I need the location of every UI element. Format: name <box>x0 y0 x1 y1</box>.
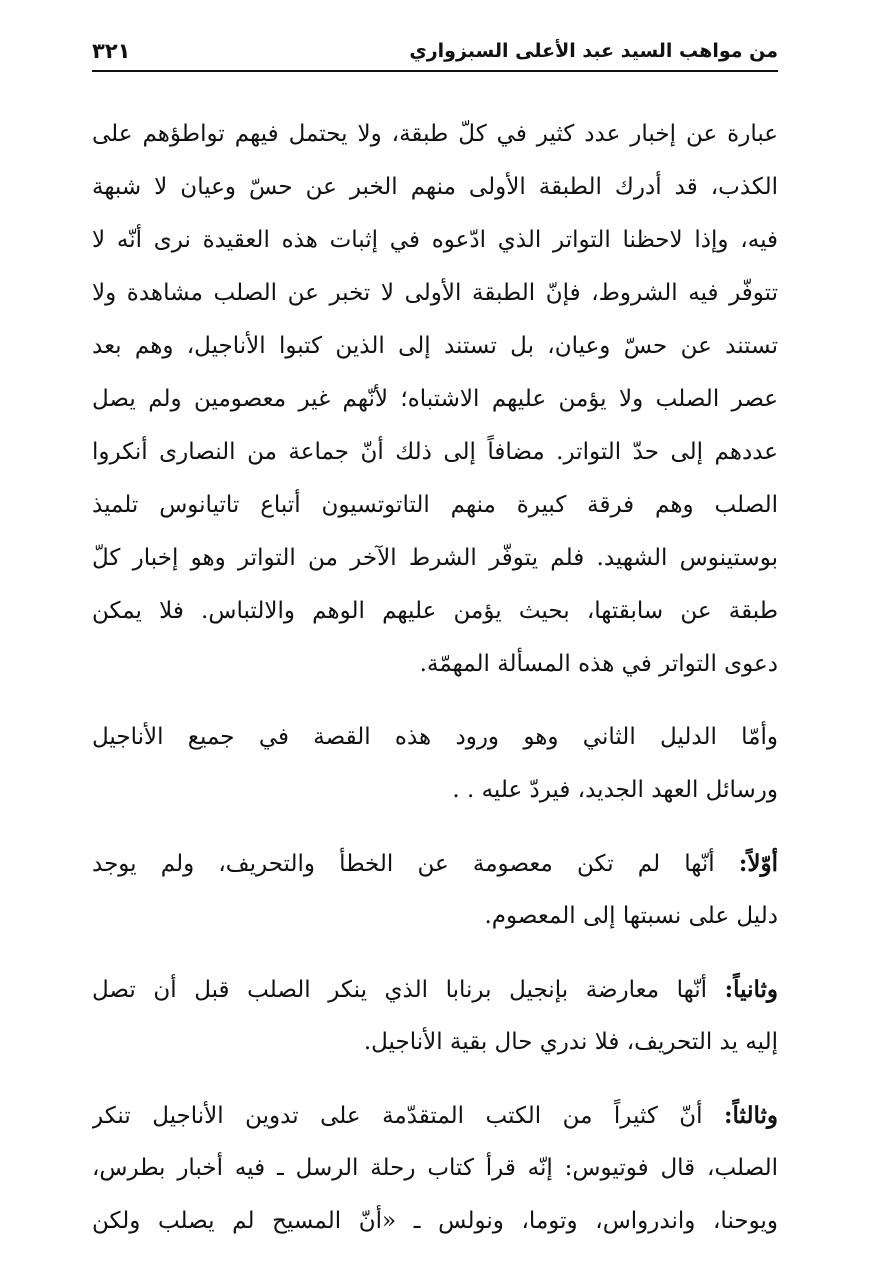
text-line: بوستينوس الشهيد. فلم يتوفّر الشرط الآخر من التواتر وهو إخبار كلّ <box>92 545 778 571</box>
body-text <box>92 108 778 1248</box>
text-line <box>92 1089 778 1142</box>
text-line: الصلب، قال فوتيوس: إنّه قرأ كتاب رحلة الرسل ـ فيه أخبار بطرس، <box>92 1155 778 1181</box>
page-header <box>92 30 778 72</box>
text-line: عبارة عن إخبار عدد كثير في كلّ طبقة، ولا يحتمل فيهم تواطؤهم على <box>92 121 778 147</box>
text-line: تستند عن حسّ وعيان، بل تستند إلى الذين كتبوا الأناجيل، وهم بعد <box>92 333 778 359</box>
text-line: ويوحنا، واندرواس، وتوما، ونولس ـ «أنّ المسيح لم يصلب ولكن <box>92 1208 778 1234</box>
text-line <box>92 963 778 1016</box>
text-line: الكذب، قد أدرك الطبقة الأولى منهم الخبر عن حسّ وعيان لا شبهة <box>92 174 778 200</box>
line-text: أنّ كثيراً من الكتب المتقدّمة على تدوين الأناجيل تنكر <box>92 1103 703 1129</box>
text-line: دليل على نسبتها إلى المعصوم. <box>484 903 778 929</box>
text-line: طبقة عن سابقتها، بحيث يؤمن عليهم الوهم والالتباس. فلا يمكن <box>92 598 778 624</box>
text-line <box>92 837 778 890</box>
text-line: الصلب وهم فرقة كبيرة منهم التاتوتسيون أتباع تاتيانوس تلميذ <box>92 492 778 518</box>
line-text: أنّها لم تكن معصومة عن الخطأ والتحريف، ولم يوجد <box>92 851 715 877</box>
text-line: فيه، وإذا لاحظنا التواتر الذي ادّعوه في إثبات هذه العقيدة نرى أنّه لا <box>92 227 778 253</box>
text-line: عددهم إلى حدّ التواتر. مضافاً إلى ذلك أنّ جماعة من النصارى أنكروا <box>92 439 778 465</box>
header-rule <box>92 70 778 72</box>
paragraph-lead: وثالثاً: <box>724 1102 778 1129</box>
running-title: من مواهب السيد عبد الأعلى السبزواري <box>409 40 778 62</box>
text-line: إليه يد التحريف، فلا ندري حال بقية الأناجيل. <box>363 1029 778 1055</box>
line-text: أنّها معارضة بإنجيل برنابا الذي ينكر الصلب قبل أن تصل <box>92 977 708 1003</box>
paragraph-lead: وثانياً: <box>724 976 778 1003</box>
page-number: ٣٢١ <box>92 39 131 63</box>
paragraph-lead: أوّلاً: <box>738 850 778 877</box>
text-line: دعوى التواتر في هذه المسألة المهمّة. <box>419 651 778 677</box>
text-line: عصر الصلب ولا يؤمن عليهم الاشتباه؛ لأنّهم غير معصومين ولم يصل <box>92 386 778 412</box>
text-line: ورسائل العهد الجديد، فيردّ عليه . . <box>452 777 778 803</box>
text-line: وأمّا الدليل الثاني وهو ورود هذه القصة في جميع الأناجيل <box>92 724 778 750</box>
text-line: تتوفّر فيه الشروط، فإنّ الطبقة الأولى لا تخبر عن الصلب مشاهدة ولا <box>92 280 778 306</box>
